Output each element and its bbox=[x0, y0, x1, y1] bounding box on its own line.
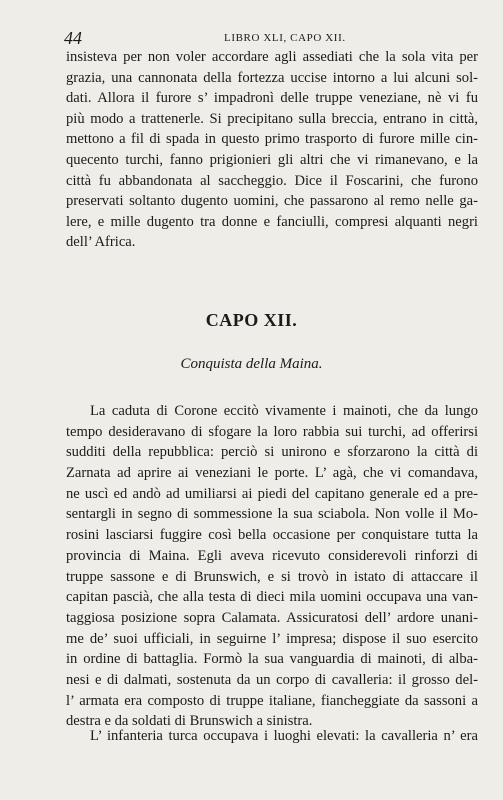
text-line: l’ armata era composto di truppe italiane, fiancheggiate da sassoni a bbox=[66, 692, 478, 709]
text-line: insisteva per non voler accordare agli assediati che la sola vita per bbox=[66, 49, 478, 65]
text-line: in ordine di battaglia. Formò la sua vanguardia di mainoti, di alba- bbox=[66, 651, 478, 668]
text-line: rosini lasciarsi fuggire così bella occasione per conquistare tutta la bbox=[66, 527, 478, 544]
text-line: L’ infanteria turca occupava i luoghi elevati: la cavalleria n’ era bbox=[90, 728, 478, 744]
text-line: destra e da soldati di Brunswich a sinistra. bbox=[66, 713, 313, 730]
text-line: La caduta di Corone eccitò vivamente i mainoti, che da lungo bbox=[90, 403, 478, 419]
paragraph-3 bbox=[66, 726, 478, 747]
text-line: sudditi della repubblica: perciò si unirono e sforzarono la città di bbox=[66, 444, 478, 461]
text-line: Zarnata ad aprire ai veneziani le porte. L’ agà, che vi comandava, bbox=[66, 465, 478, 482]
chapter-title: CAPO XII. bbox=[205, 310, 298, 330]
text-line: dati. Allora il furore s’ impadronì delle truppe veneziane, nè vi fu bbox=[66, 90, 478, 107]
page-header bbox=[64, 28, 475, 46]
text-line: capitan pascià, che alla testa di dieci mila uomini occupava una van- bbox=[66, 589, 478, 606]
text-line: nesi e di dalmati, sostenuta da un corpo di cavalleria: il grosso del- bbox=[66, 671, 478, 688]
paragraph-1 bbox=[66, 47, 478, 253]
page-number: 44 bbox=[64, 28, 82, 48]
text-line: taggiosa posizione sopra Calamata. Assicuratosi dell’ ardore unani- bbox=[66, 609, 478, 626]
text-line: sentargli in segno di sommessione la sua sciabola. Non volle il Mo- bbox=[66, 506, 478, 523]
running-head: LIBRO XLI, CAPO XII. bbox=[224, 32, 346, 44]
text-line: più modo a trattenerle. Si precipitano sulla breccia, entrano in città, bbox=[66, 110, 478, 127]
text-line: provincia di Maina. Egli aveva ricevuto considerevoli rinforzi di bbox=[66, 547, 478, 564]
text-line: grazia, una cannonata della fortezza uccise intorno a lui alcuni sol- bbox=[66, 69, 478, 86]
text-line: preservati soltanto dugento uomini, che passarono al remo nelle ga- bbox=[66, 193, 478, 210]
text-line: dell’ Africa. bbox=[66, 234, 136, 251]
text-line: me de’ suoi ufficiali, in seguirne l’ impresa; dispose il suo esercito bbox=[66, 630, 478, 647]
text-line: truppe sassone e di Brunswich, e si trovò in istato di attaccare il bbox=[66, 568, 478, 585]
text-line: ne uscì ed andò ad umiliarsi ai piedi del capitano generale ed a pre- bbox=[66, 485, 478, 502]
text-line: quecento turchi, fanno prigionieri gli altri che vi rimanevano, e la bbox=[66, 151, 478, 168]
text-line: città fu abbandonata al saccheggio. Dice il Foscarini, che furono bbox=[66, 172, 478, 189]
text-line: mettono a fil di spada in questo primo trasporto di furore mille cin- bbox=[66, 131, 478, 148]
text-line: lere, e mille dugento tra donne e fanciulli, compresi alquanti negri bbox=[66, 213, 478, 230]
text-line: tempo desideravano di sfogare la loro rabbia sui turchi, ad offerirsi bbox=[66, 423, 478, 440]
paragraph-2 bbox=[66, 401, 478, 732]
chapter-subtitle: Conquista della Maina. bbox=[180, 356, 323, 372]
